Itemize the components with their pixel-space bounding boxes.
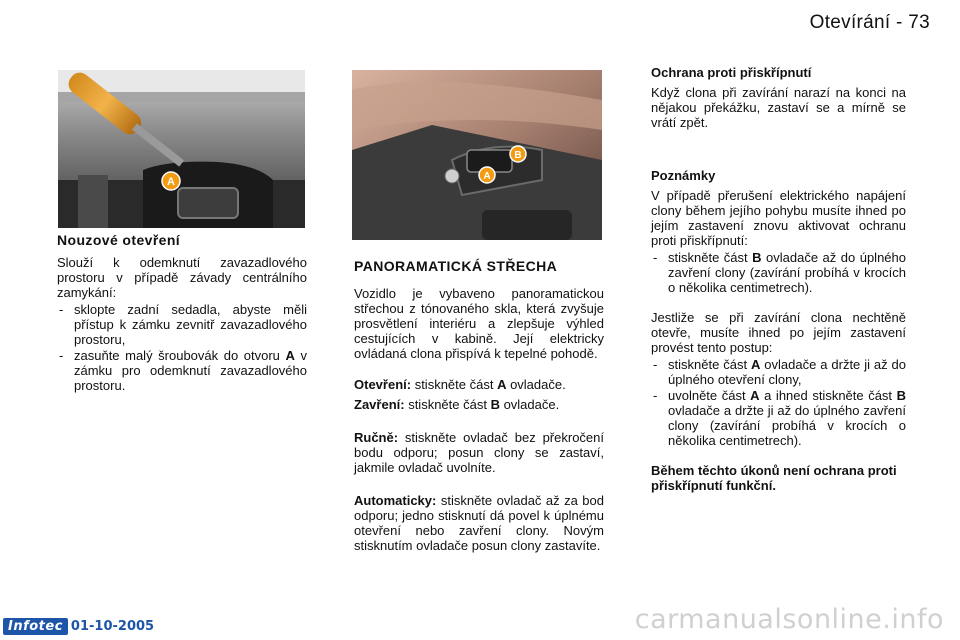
pinch-protection-section [651, 65, 906, 493]
section-heading: Nouzové otevření [57, 232, 181, 248]
bullet-list [57, 302, 307, 393]
list-item: - uvolněte část A a ihned stiskněte část B ovladače a držte ji až do úplného zavření clony (zavírání probíhá v krocích o několika centimetrech). [651, 388, 906, 448]
list-item: - zasuňte malý šroubovák do otvoru A v zámku pro odemknutí zavazadlového prostoru. [57, 348, 307, 393]
paragraph: V případě přerušení elektrického napájení clony během jejího pohybu musíte ihned po jejím zastavení znovu aktivovat ochranu proti přiskřípnutí: [651, 188, 906, 248]
bullet-list [651, 357, 906, 448]
section-heading: Poznámky [651, 168, 716, 183]
list-item: - sklopte zadní sedadla, abyste měli přístup k zámku zevnitř zavazadlového prostoru, [57, 302, 307, 347]
paragraph: Jestliže se při zavírání clona nechtěně otevře, musíte ihned po jejím zastavení provést tento postup: [651, 310, 906, 355]
paragraph: Otevření: stiskněte část A ovladače. [354, 377, 566, 392]
paragraph: Slouží k odemknutí zavazadlového prostoru v případě závady centrálního zamykání: [57, 255, 307, 300]
page-title: Otevírání - 73 [809, 12, 930, 33]
section-heading: PANORAMATICKÁ STŘECHA [354, 258, 558, 274]
infotec-logo: Infotec [3, 618, 68, 635]
label-a-marker: A [167, 176, 175, 188]
print-date: 01-10-2005 [70, 618, 155, 634]
paragraph: Když clona při zavírání narazí na konci na nějakou překážku, zastaví se a mírně se vrátí zpět. [651, 85, 906, 130]
paragraph: Automaticky: stiskněte ovladač až za bod odporu; jedno stisknutí dá povel k úplnému otevření nebo zavření clony. Novým stisknutím ovladače posun clony zastavíte. [354, 493, 604, 553]
list-item: - stiskněte část B ovladače až do úplného zavření clony (zavírání probíhá v krocích o několika centimetrech). [651, 250, 906, 295]
panoramic-roof-section [354, 259, 604, 553]
list-item: - stiskněte část A ovladače a držte ji až do úplného otevření clony, [651, 357, 906, 387]
paragraph: Zavření: stiskněte část B ovladače. [354, 397, 560, 412]
label-a-marker: A [483, 171, 491, 182]
trunk-lock-photo [58, 70, 305, 228]
emergency-opening-section [57, 233, 307, 394]
warning-text: Během těchto úkonů není ochrana proti přiskřípnutí funkční. [651, 463, 897, 493]
section-heading: Ochrana proti přiskřípnutí [651, 65, 812, 80]
paragraph: Ručně: stiskněte ovladač bez překročení bodu odporu; posun clony se zastaví, jakmile ovladač uvolníte. [354, 430, 604, 475]
paragraph: Vozidlo je vybaveno panoramatickou střechou z tónovaného skla, která zvyšuje prosvětlení interiéru a zlepšuje výhled cestujících v kabině. Její elektricky ovládaná clona přispívá k tepelné pohodě. [354, 286, 604, 361]
roof-switch-photo [352, 70, 602, 240]
watermark: carmanualsonline.info [634, 604, 944, 635]
key-label: A [285, 348, 295, 363]
label-b-marker: B [514, 150, 522, 161]
bullet-list [651, 250, 906, 295]
footer [3, 616, 154, 636]
